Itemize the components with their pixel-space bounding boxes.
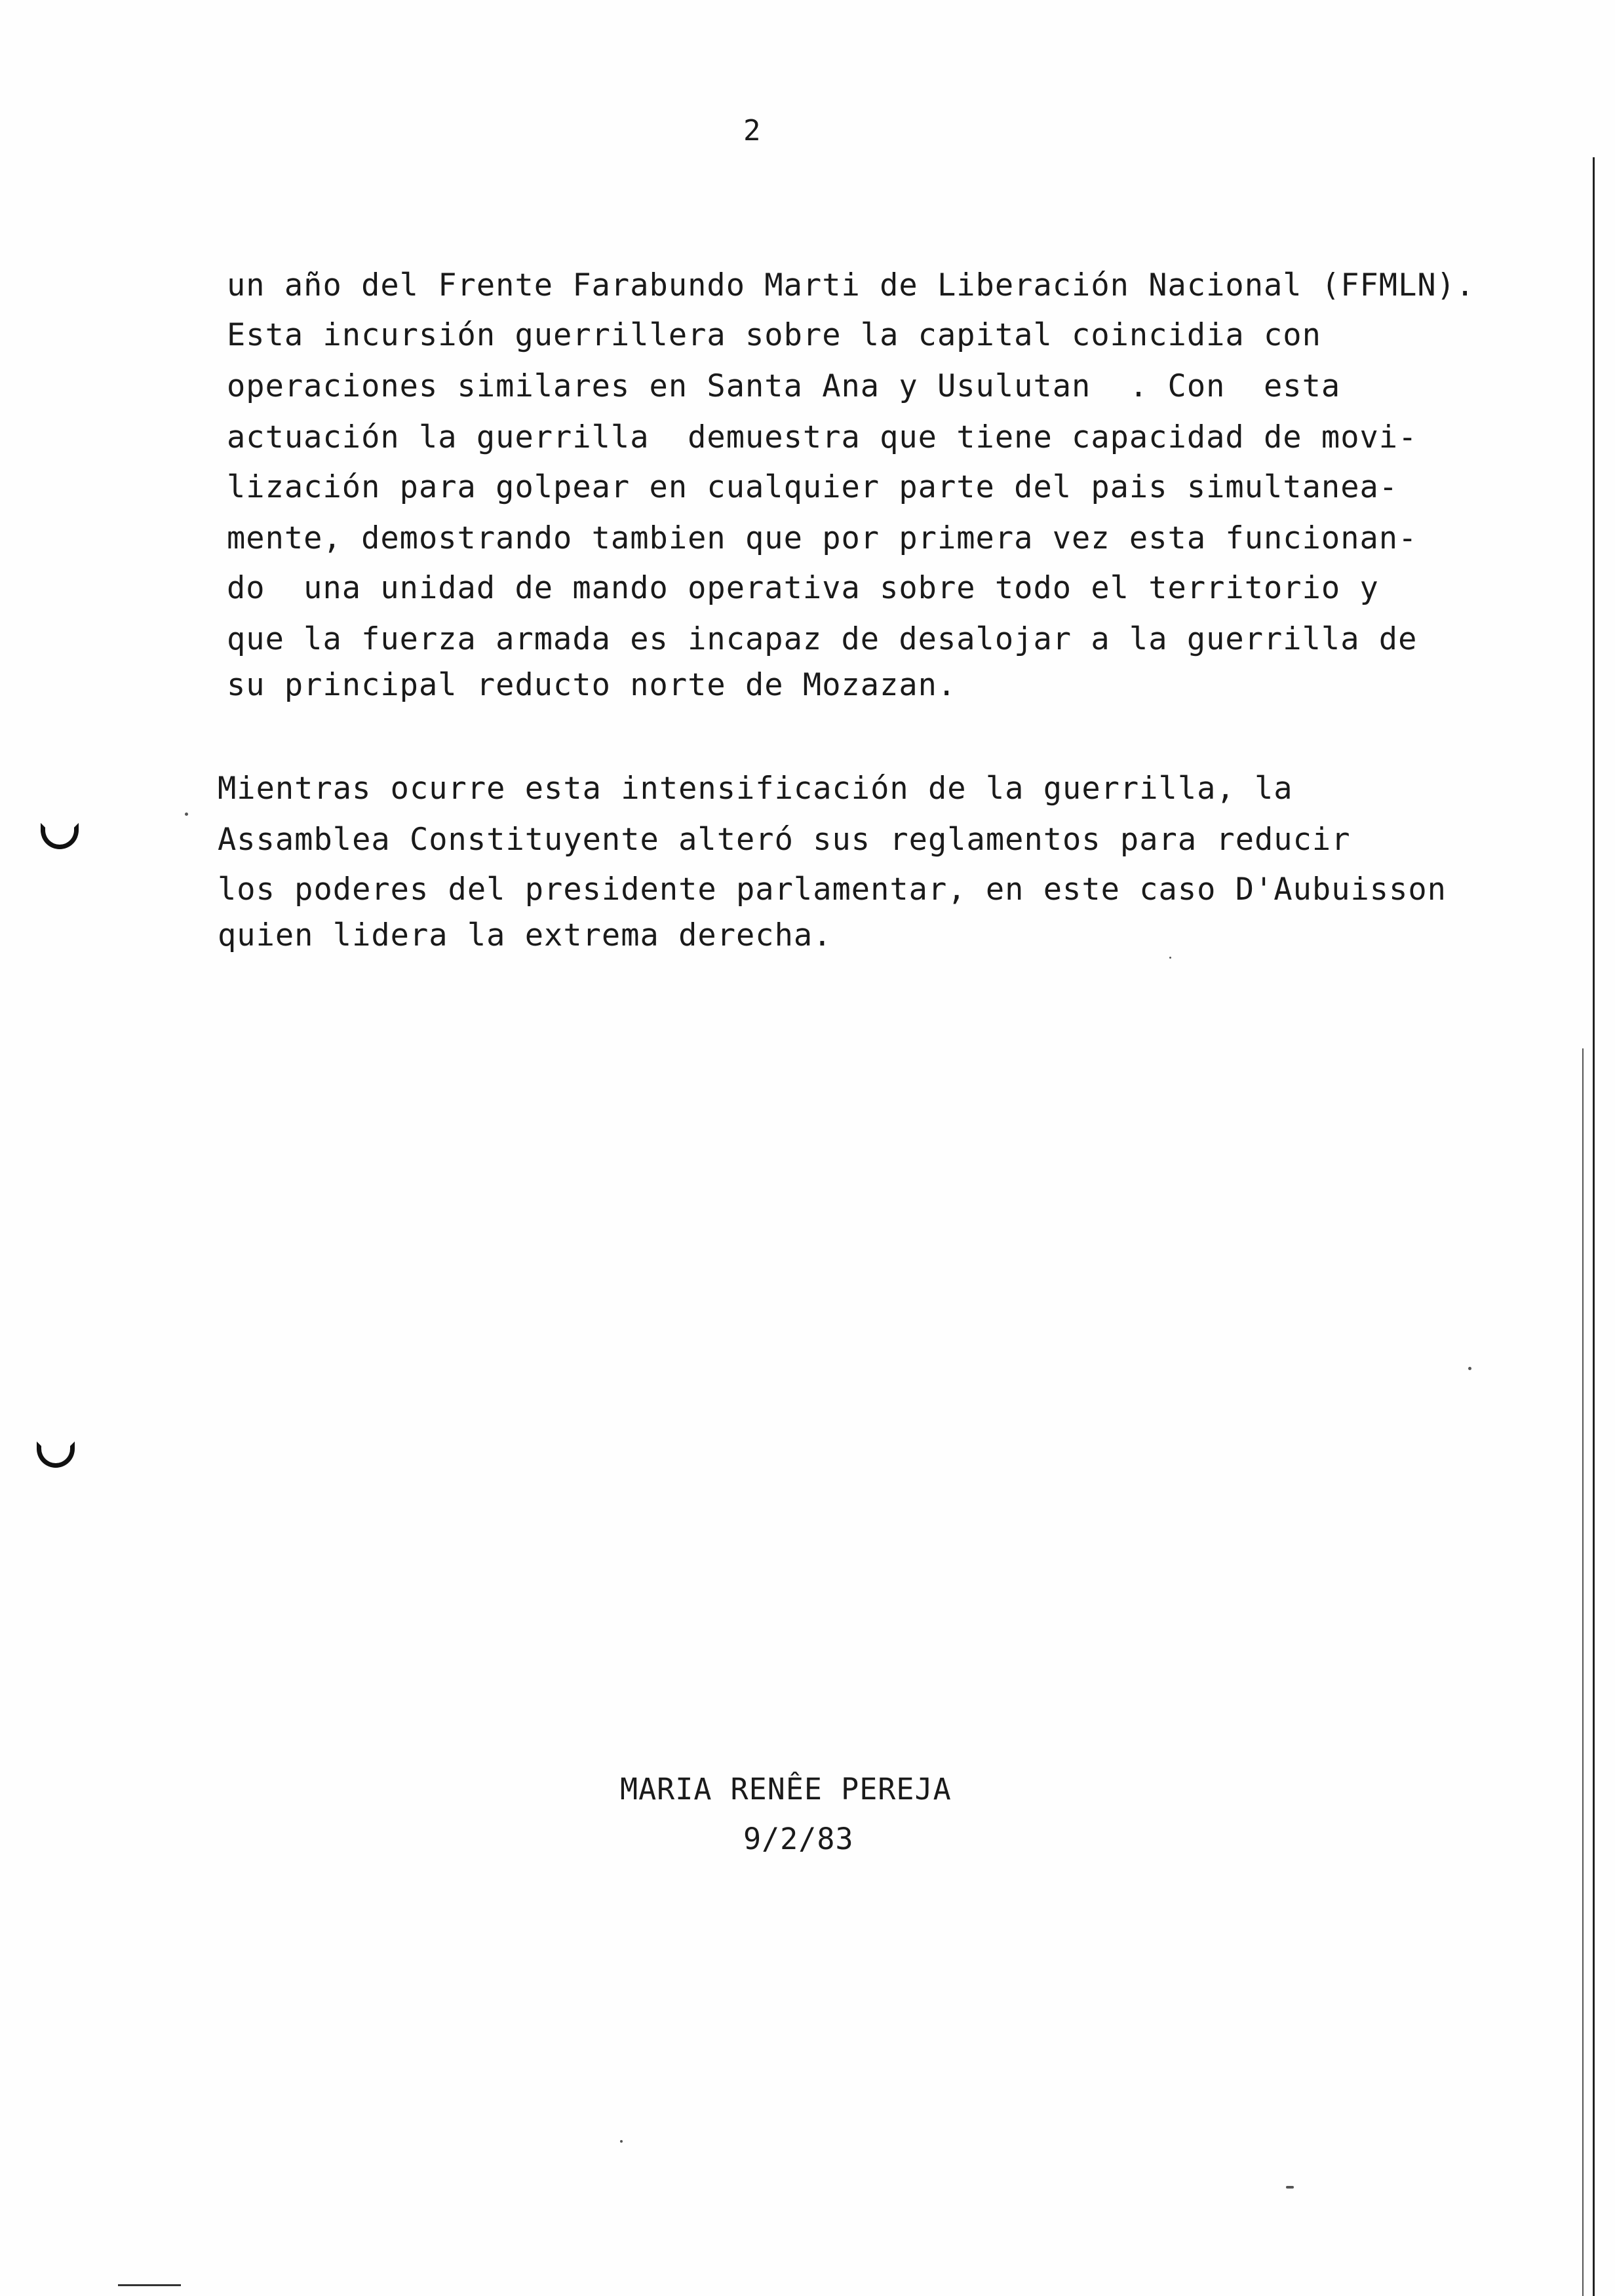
scan-speck — [1468, 1367, 1471, 1370]
paragraph-line: un año del Frente Farabundo Marti de Liberación Nacional (FFMLN). — [227, 267, 1475, 303]
paragraph-line: mente, demostrando tambien que por primera vez esta funcionan- — [227, 520, 1418, 556]
punch-hole-mark — [41, 823, 79, 849]
paragraph-line: quien lidera la extrema derecha. — [218, 917, 832, 953]
bottom-edge-line — [118, 2284, 181, 2286]
paragraph-line: lización para golpear en cualquier parte del pais simultanea- — [227, 469, 1399, 505]
signature-name: MARIA RENÊE PEREJA — [620, 1772, 952, 1807]
scan-speck — [1286, 2186, 1294, 2189]
scan-speck — [1169, 957, 1171, 959]
page-number: 2 — [743, 114, 761, 147]
paragraph-line: los poderes del presidente parlamentar, en este caso D'Aubuisson — [218, 871, 1447, 908]
paragraph-line: Esta incursión guerrillera sobre la capital coincidia con — [227, 317, 1321, 353]
paragraph-line: Mientras ocurre esta intensificación de la guerrilla, la — [218, 771, 1293, 807]
page-edge-line — [1582, 1048, 1584, 2296]
punch-hole-mark — [37, 1442, 75, 1468]
paragraph-line: su principal reducto norte de Mozazan. — [227, 667, 957, 703]
signature-date: 9/2/83 — [743, 1822, 854, 1856]
paragraph-line: Assamblea Constituyente alteró sus reglamentos para reducir — [218, 822, 1351, 858]
paragraph-line: do una unidad de mando operativa sobre todo el territorio y — [227, 570, 1379, 606]
scan-speck — [620, 2140, 623, 2143]
paragraph-line: actuación la guerrilla demuestra que tiene capacidad de movi- — [227, 419, 1418, 455]
paragraph-line: que la fuerza armada es incapaz de desalojar a la guerrilla de — [227, 621, 1418, 657]
page-edge-line — [1593, 157, 1595, 2296]
scan-speck — [185, 813, 188, 816]
paragraph-line: operaciones similares en Santa Ana y Usulutan . Con esta — [227, 368, 1341, 404]
